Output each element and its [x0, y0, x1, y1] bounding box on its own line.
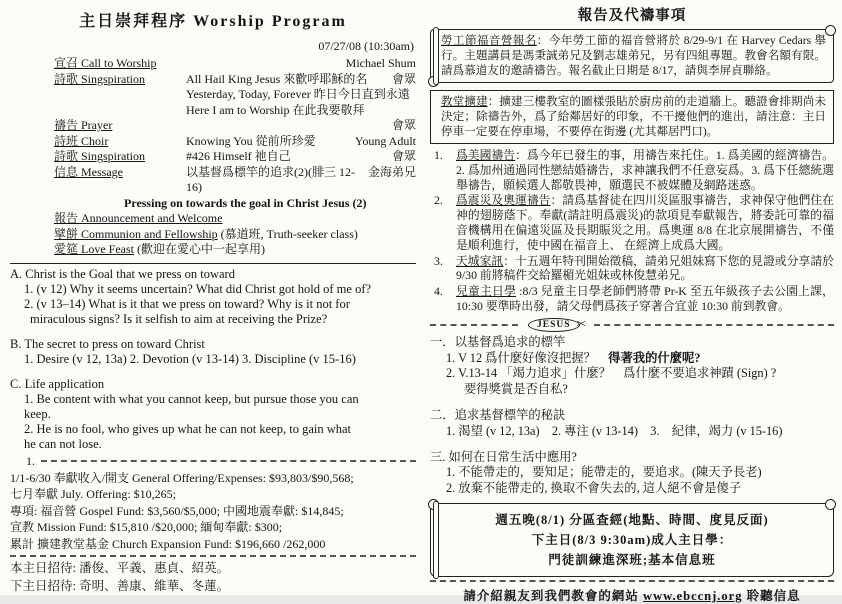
- item-number: 4.: [434, 284, 443, 299]
- program-item-content: Knowing You 從前所珍愛: [186, 133, 316, 148]
- worship-program-column: [10, 6, 416, 595]
- footer-text-pre: 請介紹親友到我們教會的網站: [463, 588, 644, 603]
- item-number: 1.: [434, 148, 443, 162]
- program-row: [54, 196, 416, 212]
- offering-line-gospel-fund: 專項: 福音營 Gospel Fund: $3,560/$5,000; 中國地震奉獻: $14,845;: [10, 503, 344, 518]
- prayer-item: [430, 284, 834, 314]
- program-row: [54, 227, 416, 243]
- ushers-section: [10, 560, 416, 595]
- outline-point-b1: 1. Desire (v 12, 13a) 2. Devotion (v 13-14) 3. Discipline (v 15-16): [24, 351, 356, 366]
- program-item-who: Young Adult: [354, 133, 416, 148]
- item-number: 2.: [434, 193, 443, 208]
- prayer-item: [430, 193, 834, 252]
- squiggle-divider: [430, 324, 518, 326]
- offering-line-expansion-fund: 累計 擴建教堂基金 Church Expansion Fund: $196,660 /262,000: [10, 536, 326, 551]
- cn-outline-point-1: 一．以基督爲追求的標竿: [430, 334, 566, 349]
- announcement-head: 勞工節福音營報名: [441, 34, 537, 47]
- dashed-divider: [10, 555, 416, 557]
- event-adult-sunday-school: 下主日(8/3 9:30am)成人主日學：: [531, 532, 733, 547]
- outline-point-c1: 1. Be content with what you cannot keep, but pursue those you can: [24, 391, 359, 406]
- scroll-edge-decoration: [433, 501, 439, 579]
- announcement-head: 教堂擴建: [441, 95, 488, 108]
- program-item-content: #426 Himself 祂自己: [186, 149, 291, 163]
- spacer: [430, 398, 834, 408]
- program-item-content: Yesterday, Today, Forever 昨日今日直到永遠: [186, 87, 410, 101]
- outline-point-c1-cont: keep.: [24, 406, 51, 421]
- program-item-who: 金海弟兄: [367, 164, 416, 179]
- prayer-item-body: ：十五週年特刊開始徵稿，請弟兄姐妹寫下您的見證或分享請於 9/30 前將稿件交給羅楣光姐妹或林俊慧弟兄。: [456, 253, 834, 283]
- prayer-item-body: ：爲今年已發生的事，用禱告來托住。1. 爲美國的經濟禱告。2. 爲加州通過同性戀結婚禱告，求神讓我們不任意妄爲。3. 爲下任總統選舉禱告，願候選人都敬畏神，願選民不被媒體及網路迷惑。: [456, 148, 834, 192]
- footer-text-post: 聆聽信息: [742, 588, 801, 603]
- program-item-content: (慕道班, Truth-seeker class): [220, 226, 358, 241]
- dashed-divider: [430, 580, 834, 582]
- scroll-edge-decoration: [433, 27, 439, 85]
- offering-line-mission-fund: 宣教 Mission Fund: $15,810 /$20,000; 緬甸奉獻: $300;: [10, 520, 283, 534]
- program-item-label: 愛筵 Love Feast: [54, 242, 134, 256]
- program-item-who: 會眾: [391, 71, 416, 86]
- spacer: [10, 367, 416, 377]
- program-row: [54, 87, 416, 103]
- program-row: [54, 56, 416, 72]
- upcoming-events-scroll-box: [430, 503, 834, 577]
- program-item-content: All Hail King Jesus 來歡呼耶穌的名: [186, 71, 368, 86]
- cn-outline-point-2-1: 1. 渴望 (v 12, 13a) 2. 專注 (v 13-14) 3. 紀律，竭力 (v 15-16): [446, 423, 783, 438]
- outline-point-b: B. The secret to press on toward Christ: [10, 336, 205, 351]
- outline-point-c: C. Life application: [10, 376, 105, 391]
- program-item-content: 以基督爲標竿的追求(2)(腓三 12-16): [186, 164, 355, 194]
- announcement-body: ：今年勞工節的福音營將於 8/29-9/1 在 Harvey Cedars 舉行。主題講員是馮秉誠弟兄及劉志雄弟兄，另有四組專題。教會名額有限。請爲慕道友的邀請禱告。報名截止日期是 8/17，請與李屏貞聯絡。: [441, 34, 826, 77]
- outline-point-a2-cont: miraculous signs? Is it selfish to aim at receiving the Prize?: [30, 311, 328, 326]
- program-item-label: 擘餅 Communion and Fellowship: [54, 226, 218, 241]
- page-title: 主日崇拜程序 Worship Program: [79, 13, 347, 30]
- program-row: [54, 149, 416, 165]
- scroll-curl-icon: [825, 25, 836, 36]
- ushers-next-week: 下主日招待: 奇明、善康、維華、冬蓮。: [10, 578, 230, 593]
- prayer-item-body: :8/3 兒童主日學老師們將帶 Pr-K 至五年級孩子去公園上課，10:30 要準時出發，請父母們爲孩子穿著合宜並 10:30 前到教會。: [456, 284, 834, 313]
- program-item-who: Michael Shum: [345, 56, 416, 70]
- sermon-outline-english: [10, 267, 416, 452]
- jesus-fish-divider: [430, 318, 834, 332]
- program-row: [54, 165, 416, 196]
- program-item-label: 宣召 Call to Worship: [54, 56, 157, 70]
- sermon-outline-chinese: [430, 335, 834, 497]
- offering-line-general: 1/1-6/30 奉獻收入/開支 General Offering/Expenses: $93,803/$90,568;: [10, 470, 354, 485]
- jesus-fish-icon: JESUS: [528, 318, 580, 332]
- prayer-items-list: [430, 148, 834, 314]
- prayer-item-head: 爲美國禱告: [456, 148, 516, 162]
- cn-outline-point-3: 三. 如何在日常生活中應用?: [430, 449, 577, 464]
- church-expansion-box: [430, 90, 834, 144]
- program-item-content: Here I am to Worship 在此我要敬拜: [186, 102, 365, 117]
- offering-report: [10, 470, 416, 553]
- program-item-who: 會眾: [391, 118, 416, 132]
- prayer-item: [430, 148, 834, 192]
- item-number: 3.: [434, 253, 443, 268]
- fish-tail-icon: ><: [576, 319, 584, 331]
- event-class-names: 門徒訓練進深班;基本信息班: [548, 552, 716, 567]
- outline-point-a1: 1. (v 12) Why it seems uncertain? What did Christ got hold of me of?: [24, 281, 372, 296]
- program-row: [54, 211, 416, 227]
- section-divider: [10, 263, 416, 264]
- program-item-who: 會眾: [391, 149, 416, 163]
- question-text: 1. V 12 爲什麼好像沒把握？: [446, 350, 596, 365]
- cn-outline-point-3-1: 1. 不能帶走的，要知足；能帶走的，要追求。(陳天予長老): [446, 465, 762, 480]
- cn-outline-point-1-1: [446, 351, 834, 367]
- program-row: [54, 242, 416, 258]
- prayer-item: [430, 254, 834, 284]
- program-item-label: 詩班 Choir: [54, 133, 109, 148]
- squiggle-divider: [594, 324, 834, 326]
- program-row: [54, 72, 416, 88]
- announcements-title: 報告及代禱事項: [577, 8, 687, 24]
- program-row: [54, 118, 416, 134]
- announcement-body: ：擴建三樓教室的圖樣張貼於廚房前的走道牆上。聽證會排期尚未決定；除禱告外，爲了給鄰居好的印象，不干擾他們的進出，請注意：主日停車一定要在停車場，不要停在街邊 (尤其鄰居門口)。: [441, 95, 826, 138]
- cn-outline-point-3-2: 2. 放棄不能帶走的, 換取不會失去的, 這人絕不會是傻子: [446, 481, 742, 496]
- program-order-list: [54, 56, 416, 258]
- prayer-item-body: ：請爲基督徒在四川災區服事禱告，求神保守他們住在神的翅膀蔭下。奉獻(請註明爲震災)的款項見奉獻報告，將委託可靠的福音機構用在偏遠災區及長期賑災之用。爲奧運 8/8 在北京展開禱告，不僅是順利進行，使中國在福音上、 在經濟上成爲大國。: [456, 193, 834, 252]
- program-row: [54, 103, 416, 119]
- spacer: [10, 327, 416, 337]
- dashed-divider: [41, 460, 416, 462]
- outline-point-a2: 2. (v 13–14) What is it that we press on toward? Why is it not for: [24, 296, 350, 311]
- program-item-label: 信息 Message: [54, 164, 123, 179]
- prayer-item-head: 兒童主日學: [456, 284, 517, 299]
- cn-outline-point-1-2-cont: 要得獎賞是否自私?: [464, 382, 568, 397]
- program-item-label: 禱告 Prayer: [54, 118, 113, 132]
- ushers-today: 本主日招待: 潘俊、平義、惠貞、紹英。: [10, 561, 230, 575]
- stray-number: 1.: [26, 453, 35, 468]
- program-item-label: 詩歌 Singspiration: [54, 71, 146, 86]
- outline-point-c2-cont: he can not lose.: [24, 436, 102, 451]
- offering-line-july: 七月奉獻 July. Offering: $10,265;: [10, 487, 176, 501]
- cn-outline-point-2: 二．追求基督標竿的秘訣: [430, 407, 566, 422]
- prayer-item-head: 爲震災及奧運禱告: [456, 193, 551, 208]
- service-datetime: 07/27/08 (10:30am): [318, 39, 414, 53]
- question-text-bold: 得著我的什麼呢?: [608, 350, 701, 365]
- event-friday-bible-study: 週五晚(8/1) 分區查經(地點、時間、度見反面): [495, 512, 769, 527]
- dashed-divider-row: [10, 454, 416, 469]
- program-item-label: 詩歌 Singspiration: [54, 149, 146, 163]
- outline-point-a: A. Christ is the Goal that we press on toward: [10, 266, 235, 281]
- program-item-content: (歡迎在愛心中一起享用): [137, 242, 265, 256]
- scroll-curl-icon: [825, 499, 836, 510]
- announcements-column: [430, 2, 834, 604]
- sermon-title-english: Pressing on towards the goal in Christ Jesus (2): [124, 195, 367, 210]
- labor-day-camp-scroll-box: [430, 29, 834, 83]
- program-row: [54, 134, 416, 150]
- spacer: [430, 440, 834, 450]
- program-item-label: 報告 Announcement and Welcome: [54, 211, 223, 225]
- prayer-item-head: 天城家訊: [456, 253, 504, 268]
- cn-outline-point-1-2: 2. V.13-14 「竭力追求」什麼？ 爲什麼不要追求神蹟 (Sign) ?: [446, 366, 777, 381]
- church-website-url: www.ebccnj.org: [643, 588, 743, 603]
- outline-point-c2: 2. He is no fool, who gives up what he can not keep, to gain what: [24, 421, 352, 436]
